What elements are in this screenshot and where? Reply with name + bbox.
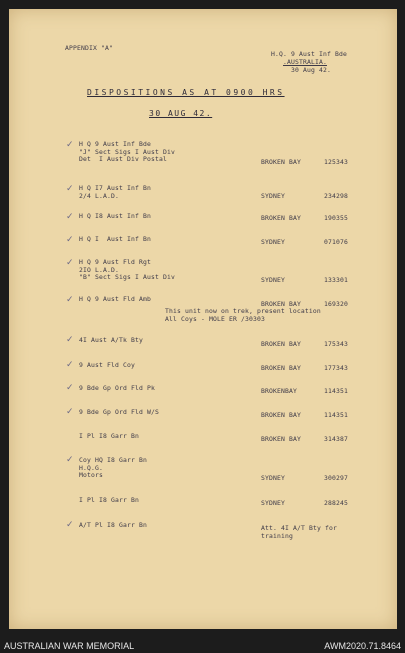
document-title: DISPOSITIONS AS AT 0900 HRS bbox=[87, 88, 285, 97]
unit-name: 9 Aust Fld Coy bbox=[79, 361, 135, 369]
check-mark-icon: ✓ bbox=[66, 295, 74, 305]
unit-location: BROKEN BAY bbox=[261, 435, 301, 443]
unit-location: BROKEN BAY bbox=[261, 300, 301, 308]
unit-name: I Pl I8 Garr Bn bbox=[79, 432, 139, 440]
map-reference: 114351 bbox=[324, 411, 348, 419]
map-reference: 114351 bbox=[324, 387, 348, 395]
map-reference: 125343 bbox=[324, 158, 348, 166]
check-mark-icon: ✓ bbox=[66, 407, 74, 417]
date-heading: 30 Aug 42. bbox=[291, 66, 331, 74]
map-reference: 314387 bbox=[324, 435, 348, 443]
unit-name: 9 Bde Gp Ord Fld Pk bbox=[79, 384, 155, 392]
unit-location: BROKEN BAY bbox=[261, 364, 301, 372]
unit-name: H Q I8 Aust Inf Bn bbox=[79, 212, 151, 220]
map-reference: 177343 bbox=[324, 364, 348, 372]
archive-footer bbox=[0, 639, 405, 653]
check-mark-icon: ✓ bbox=[66, 235, 74, 245]
unit-note: This unit now on trek, present location All Coys - MOLE ER /30303 bbox=[165, 307, 321, 323]
check-mark-icon: ✓ bbox=[66, 184, 74, 194]
unit-location: Att. 4I A/T Bty for training bbox=[261, 524, 337, 540]
map-reference: 133301 bbox=[324, 276, 348, 284]
appendix-label: APPENDIX "A" bbox=[65, 44, 113, 52]
unit-location: SYDNEY bbox=[261, 276, 285, 284]
unit-name: 4I Aust A/Tk Bty bbox=[79, 336, 143, 344]
unit-location: SYDNEY bbox=[261, 192, 285, 200]
unit-location: BROKEN BAY bbox=[261, 340, 301, 348]
unit-location: BROKENBAY bbox=[261, 387, 297, 395]
hq-heading: H.Q. 9 Aust Inf Bde bbox=[271, 50, 347, 58]
footer-accession-number: AWM2020.71.8464 bbox=[324, 641, 401, 651]
check-mark-icon: ✓ bbox=[66, 258, 74, 268]
map-reference: 175343 bbox=[324, 340, 348, 348]
document-page bbox=[9, 9, 397, 629]
document-subtitle: 30 AUG 42. bbox=[149, 109, 213, 118]
map-reference: 234298 bbox=[324, 192, 348, 200]
unit-location: SYDNEY bbox=[261, 238, 285, 246]
unit-name: Coy HQ I8 Garr Bn H.Q.G. Motors bbox=[79, 456, 147, 479]
unit-location: BROKEN BAY bbox=[261, 411, 301, 419]
unit-location: BROKEN BAY bbox=[261, 214, 301, 222]
unit-location: SYDNEY bbox=[261, 499, 285, 507]
check-mark-icon: ✓ bbox=[66, 455, 74, 465]
unit-location: BROKEN BAY bbox=[261, 158, 301, 166]
unit-name: I Pl I8 Garr Bn bbox=[79, 496, 139, 504]
unit-name: H Q 9 Aust Fld Rgt 2IO L.A.D. "B" Sect Sigs I Aust Div bbox=[79, 258, 175, 281]
map-reference: 288245 bbox=[324, 499, 348, 507]
check-mark-icon: ✓ bbox=[66, 335, 74, 345]
unit-name: A/T Pl I8 Garr Bn bbox=[79, 521, 147, 529]
check-mark-icon: ✓ bbox=[66, 520, 74, 530]
unit-name: H Q I7 Aust Inf Bn 2/4 L.A.D. bbox=[79, 184, 151, 200]
footer-institution: AUSTRALIAN WAR MEMORIAL bbox=[4, 641, 135, 651]
unit-location: SYDNEY bbox=[261, 474, 285, 482]
map-reference: 190355 bbox=[324, 214, 348, 222]
check-mark-icon: ✓ bbox=[66, 212, 74, 222]
check-mark-icon: ✓ bbox=[66, 383, 74, 393]
unit-name: H Q 9 Aust Inf Bde "J" Sect Sigs I Aust Div Det I Aust Div Postal bbox=[79, 140, 175, 163]
unit-name: 9 Bde Gp Ord Fld W/S bbox=[79, 408, 159, 416]
map-reference: 071076 bbox=[324, 238, 348, 246]
location-heading: .AUSTRALIA. bbox=[283, 58, 327, 66]
check-mark-icon: ✓ bbox=[66, 140, 74, 150]
check-mark-icon: ✓ bbox=[66, 360, 74, 370]
unit-name: H Q I Aust Inf Bn bbox=[79, 235, 151, 243]
map-reference: 169320 bbox=[324, 300, 348, 308]
map-reference: 300297 bbox=[324, 474, 348, 482]
unit-name: H Q 9 Aust Fld Amb bbox=[79, 295, 151, 303]
